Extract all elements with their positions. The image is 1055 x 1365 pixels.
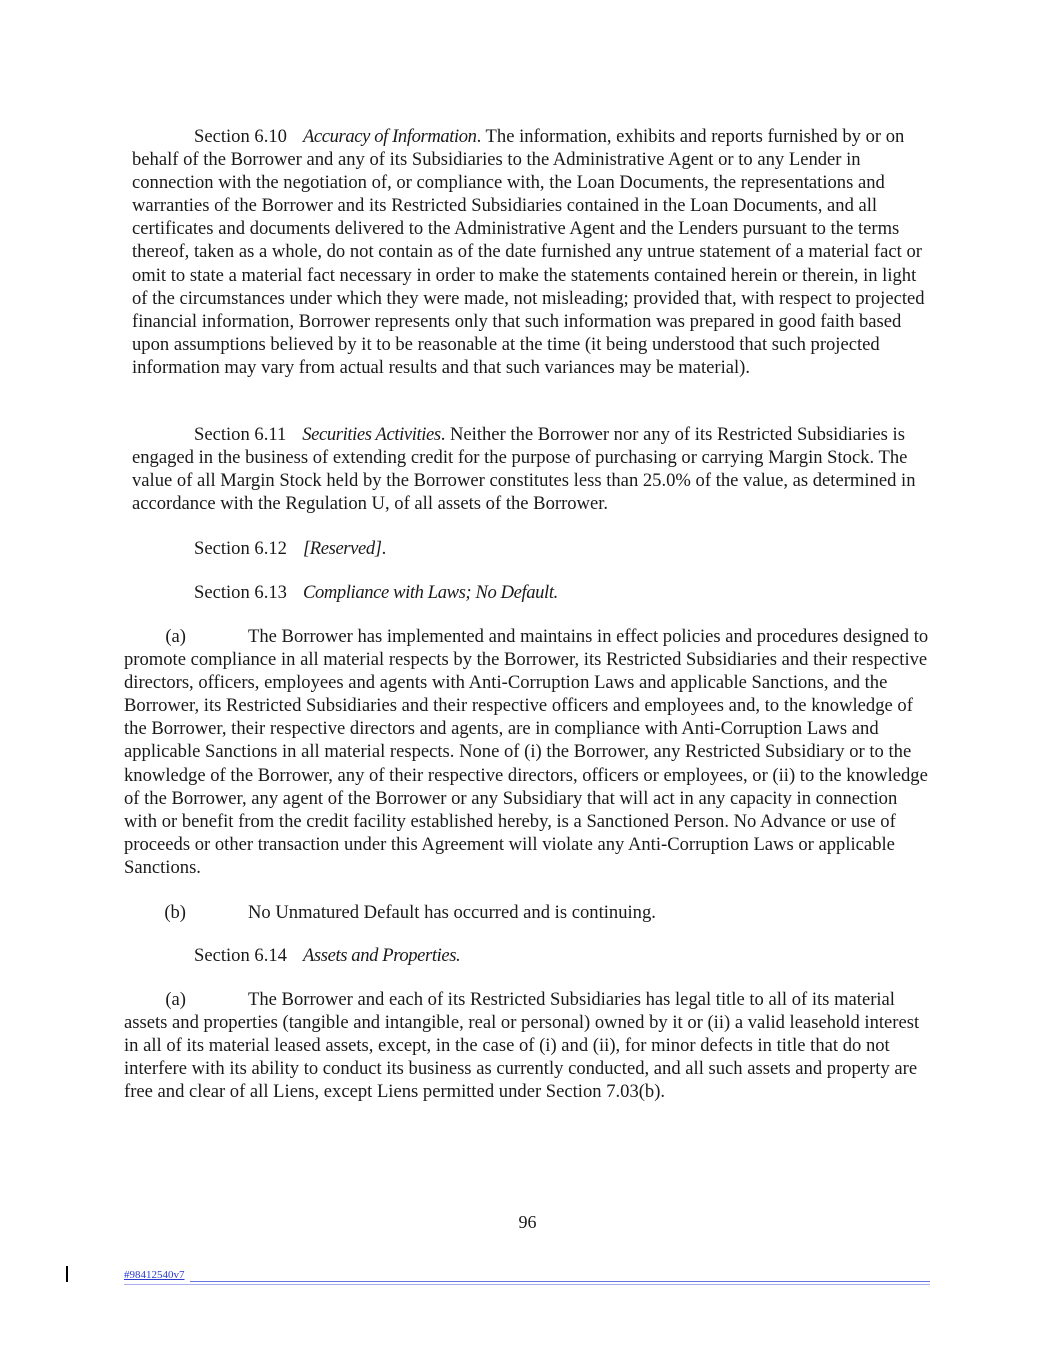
section-number: Section 6.14 [194, 945, 287, 966]
section-title: [Reserved] [302, 538, 382, 559]
section-6-13-b [124, 901, 932, 924]
section-6-12 [132, 537, 932, 560]
section-title: Securities Activities [302, 424, 441, 445]
section-number: Section 6.11 [194, 424, 287, 445]
section-number: Section 6.10 [194, 126, 287, 147]
clause-text: No Unmatured Default has occurred and is continuing. [248, 902, 656, 923]
section-6-10 [132, 125, 932, 379]
page-number: 96 [518, 1212, 537, 1232]
section-title: Compliance with Laws; No Default. [302, 582, 558, 603]
section-body: . The information, exhibits and reports furnished by or on behalf of the Borrower and any of its Subsidiaries to the Administrative Agent or to any Lender in connection with the negotiation of, or compliance with, the Loan Documents, the representations and warranties of the Borrower and its Restricted Subsidiaries contained in the Loan Documents, and all certificates and documents delivered to the Administrative Agent and the Lenders pursuant to the terms thereof, taken as a whole, do not contain as of the date furnished any untrue statement of a material fact or omit to state a material fact necessary in order to make the statements contained herein or therein, in light of the circumstances under which they were made, not misleading; provided that, with respect to projected financial information, Borrower represents only that such information was prepared in good faith based upon assumptions believed by it to be reasonable at the time (it being understood that such projected information may vary from actual results and that such variances may be material). [132, 126, 925, 378]
document-id-link[interactable]: #98412540v7 [124, 1269, 185, 1281]
section-body: . Neither the Borrower nor any of its Restricted Subsidiaries is engaged in the business of extending credit for the purpose of purchasing or carrying Margin Stock. The value of all Margin Stock held by the Borrower constitutes less than 25.0% of the value, as determined in accordance with the Regulation U, of all assets of the Borrower. [132, 424, 916, 515]
clause-label: (a) [165, 626, 186, 647]
section-6-13 [132, 581, 932, 604]
clause-text: The Borrower and each of its Restricted Subsidiaries has legal title to all of its material assets and properties (tangible and intangible, real or personal) owned by it or (ii) a valid leasehold interest in all of its material leased assets, except, in the case of (i) and (ii), for minor defects in title that do not interfere with its ability to conduct its business as currently conducted, and all such assets and property are free and clear of all Liens, except Liens permitted under Section 7.03(b). [124, 989, 920, 1103]
footer-rule [190, 1281, 930, 1282]
section-6-14-a [124, 988, 932, 1103]
clause-text: The Borrower has implemented and maintains in effect policies and procedures designed to promote compliance in all material respects by the Borrower, its Restricted Subsidiaries and their respective directors, officers, employees and agents with Anti-Corruption Laws and applicable Sanctions, and the Borrower, its Restricted Subsidiaries and their respective officers and employees and, to the knowledge of the Borrower, their respective directors and agents, are in compliance with Anti-Corruption Laws and applicable Sanctions in all material respects. None of (i) the Borrower, any Restricted Subsidiary or to the knowledge of the Borrower, any of their respective directors, officers or employees, or (ii) to the knowledge of the Borrower, any agent of the Borrower or any Subsidiary that will act in any capacity in connection with or benefit from the credit facility established hereby, is a Sanctioned Person. No Advance or use of proceeds or other transaction under this Agreement will violate any Anti-Corruption Laws or applicable Sanctions. [124, 626, 929, 878]
change-bar [66, 1266, 68, 1282]
section-6-14 [132, 944, 932, 967]
section-number: Section 6.12 [194, 538, 287, 559]
section-title: Accuracy of Information [302, 126, 477, 147]
clause-label: (b) [164, 902, 186, 923]
section-title: Assets and Properties. [302, 945, 461, 966]
section-suffix: . [381, 538, 387, 559]
section-6-11 [132, 423, 932, 515]
footer-rule-lower [124, 1284, 930, 1285]
clause-label: (a) [165, 989, 186, 1010]
section-6-13-a [124, 625, 932, 879]
section-number: Section 6.13 [194, 582, 287, 603]
